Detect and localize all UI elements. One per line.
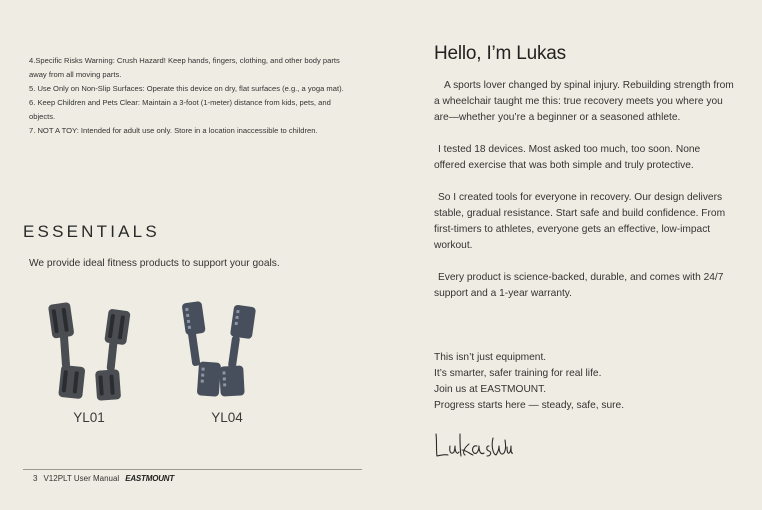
handle [60, 334, 70, 368]
warning-item: 5. Use Only on Non-Slip Surfaces: Operate this device on dry, flat surfaces (e.g., a yoga mat). [29, 84, 344, 93]
weight-plate [58, 365, 85, 399]
signature [433, 428, 513, 462]
dumbbell-pair-icon [172, 296, 282, 402]
warning-item: 4.Specific Risks Warning: Crush Hazard! Keep hands, fingers, clothing, and other body parts away from all moving parts. [29, 56, 340, 79]
weight-plate [48, 302, 75, 339]
handle [188, 330, 201, 367]
weight-plate [197, 361, 221, 396]
weight-plate [230, 304, 256, 339]
page-footer [33, 474, 174, 483]
story-paragraph: A sports lover changed by spinal injury. Rebuilding strength from a wheelchair taught me this: true recovery meets you where you are—whether you’re a beginner or a seasoned athlete. [434, 80, 734, 123]
founder-story [434, 78, 734, 318]
warning-item: 6. Keep Children and Pets Clear: Maintain a 3-foot (1-meter) distance from kids, pets, and objects. [29, 98, 331, 121]
closing-line: It’s smarter, safer training for real life. [434, 368, 602, 379]
closing-line: This isn’t just equipment. [434, 352, 547, 363]
product-name: YL01 [73, 410, 105, 425]
weight-plate [95, 369, 121, 401]
closing-line: Join us at EASTMOUNT. [434, 384, 547, 395]
closing-statement [434, 350, 734, 414]
weight-plate [104, 309, 131, 346]
section-subtitle: We provide ideal fitness products to support your goals. [29, 258, 280, 269]
page-number: 3 [33, 474, 38, 483]
manual-title: V12PLT User Manual [43, 474, 120, 483]
weight-plate [219, 365, 245, 396]
right-page [381, 0, 762, 510]
story-paragraph: I tested 18 devices. Most asked too much, too soon. None offered exercise that was both simple and truly protective. [434, 144, 701, 171]
product-card-yl04 [172, 296, 282, 436]
safety-warnings [29, 54, 354, 138]
story-paragraph: So I created tools for everyone in recovery. Our design delivers stable, gradual resistance. Start safe and build confidence. From first-timers to athletes, everyone gets an effective, low-impact workout. [434, 192, 726, 251]
handle [228, 336, 240, 369]
closing-line: Progress starts here — steady, safe, sure. [434, 400, 625, 411]
handle [106, 341, 117, 372]
product-name: YL04 [211, 410, 243, 425]
warning-item: 7. NOT A TOY: Intended for adult use only. Store in a location inaccessible to children. [29, 126, 318, 135]
section-title: ESSENTIALS [23, 222, 160, 241]
page-heading: Hello, I’m Lukas [434, 43, 566, 64]
dumbbell-pair-icon [34, 296, 144, 402]
story-paragraph: Every product is science-backed, durable, and comes with 24/7 support and a 1-year warranty. [434, 272, 724, 299]
product-card-yl01 [34, 296, 144, 436]
brand-logo: EASTMOUNT [125, 474, 175, 483]
footer-divider [23, 469, 362, 470]
